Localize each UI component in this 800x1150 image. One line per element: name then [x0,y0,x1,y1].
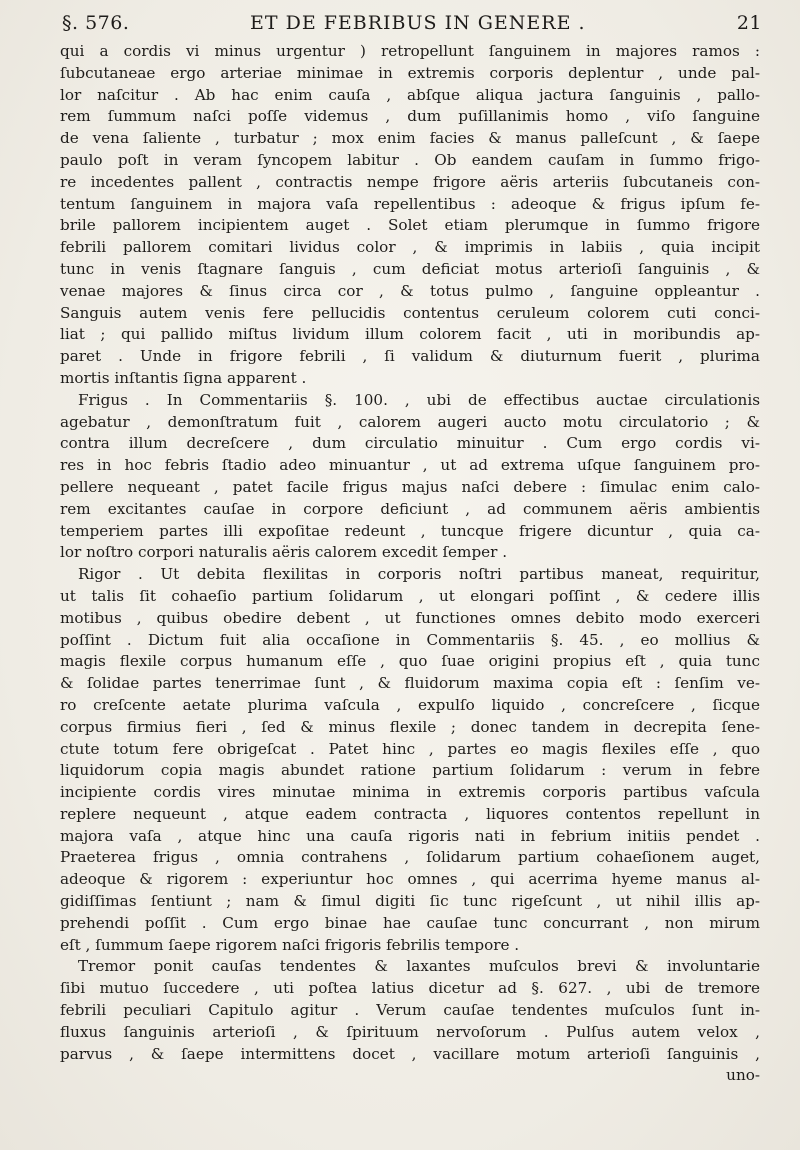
text-line: febrili pallorem comitari lividus color , & imprimis in labiis , quia incipit [60,238,760,257]
text-line-paragraph-start: Rigor . Ut debita flexilitas in corporis noſtri partibus maneat, requiritur, [78,565,760,584]
text-line: majora vaſa , atque hinc una cauſa rigoris nati in febrium initiis pendet . [60,826,760,845]
catchword: uno- [726,1066,760,1085]
text-line: fluxus ſanguinis arterioſi , & ſpirituum nervoſorum . Pulſus autem velox , [60,1022,760,1041]
text-line: replere nequeunt , atque eadem contracta , liquores contentos repellunt in [60,804,760,823]
text-line: Sanguis autem venis fere pellucidis contentus ceruleum colorem cuti conci- [60,303,760,322]
text-line: ſubcutaneae ergo arteriae minimae in extremis corporis deplentur , unde pal- [60,63,760,82]
text-line: venae majores & ſinus circa cor , & totus pulmo , ſanguine oppleantur . [60,281,760,300]
text-line: & ſolidae partes tenerrimae ſunt , & fluidorum maxima copia eſt : ſenſim ve- [60,674,760,693]
text-line: de vena ſaliente , turbatur ; mox enim facies & manus palleſcunt , & ſaepe [60,129,760,148]
text-line: liquidorum copia magis abundet ratione partium ſolidarum : verum in febre [60,761,760,780]
text-line: adeoque & rigorem : experiuntur hoc omnes , qui acerrima hyeme manus al- [60,870,760,889]
text-line: liat ; qui pallido miſtus lividum illum colorem facit , uti in moribundis ap- [60,325,760,344]
text-line: qui a cordis vi minus urgentur ) retropellunt ſanguinem in majores ramos : [60,42,760,60]
text-line: res in hoc febris ſtadio adeo minuantur , ut ad extrema uſque ſanguinem pro- [60,456,760,475]
text-line: gidiſſimas ſentiunt ; nam & ſimul digiti ſic tunc rigeſcunt , ut nihil illis ap- [60,892,760,911]
text-line: contra illum decreſcere , dum circulatio minuitur . Cum ergo cordis vi- [60,434,760,453]
text-line: parvus , & ſaepe intermittens docet , vacillare motum arterioſi ſanguinis , [60,1044,760,1063]
section-number: §. 576. [62,12,130,34]
text-line: paret . Unde in frigore febrili , ſi validum & diuturnum fuerit , plurima [60,347,760,366]
text-line: tentum ſanguinem in majora vaſa repellentibus : adeoque & frigus ipſum fe- [60,194,760,213]
text-line: paulo poſt in veram ſyncopem labitur . Ob eandem cauſam in ſummo frigo- [60,150,760,169]
running-header [62,12,762,38]
page-number: 21 [736,12,762,34]
text-line: magis flexile corpus humanum eſſe , quo ſuae origini propius eſt , quia tunc [60,652,760,671]
text-line: ro creſcente aetate plurima vaſcula , expulſo liquido , concreſcere , ſicque [60,695,760,714]
text-line: re incedentes pallent , contractis nempe frigore aëris arteriis ſubcutaneis con- [60,172,760,191]
text-line: temperiem partes illi expoſitae redeunt , tuncque frigere dicuntur , quia ca- [60,521,760,540]
text-line: corpus firmius fieri , ſed & minus flexile ; donec tandem in decrepita ſene- [60,717,760,736]
text-line: motibus , quibus obedire debent , ut functiones omnes debito modo exerceri [60,608,760,627]
text-line: lor naſcitur . Ab hac enim cauſa , abſque aliqua jactura ſanguinis , pallo- [60,85,760,104]
text-line: ut talis ſit cohaeſio partium ſolidarum , ut elongari poſſint , & cedere illis [60,586,760,605]
text-line: agebatur , demonſtratum fuit , calorem augeri aucto motu circulatorio ; & [60,412,760,431]
body-text [60,41,760,1087]
text-line: brile pallorem incipientem auget . Solet etiam plerumque in ſummo frigore [60,216,760,235]
text-line: febrili peculiari Capitulo agitur . Verum cauſae tendentes muſculos ſunt in- [60,1001,760,1020]
text-line-paragraph-end: lor noſtro corpori naturalis aëris calorem excedit ſemper . [60,543,508,562]
running-title: ET DE FEBRIBUS IN GENERE . [250,12,586,34]
text-line: prehendi poſſit . Cum ergo binae hae cauſae tunc concurrant , non mirum [60,913,760,932]
text-line-paragraph-end: mortis inſtantis ſigna apparent . [60,368,307,387]
text-line: pellere nequeant , patet facile frigus majus naſci debere : ſimulac enim calo- [60,477,760,496]
text-line: rem ſummum naſci poſſe videmus , dum puſillanimis homo , viſo ſanguine [60,107,760,126]
text-line: ctute totum fere obrigeſcat . Patet hinc , partes eo magis flexiles eſſe , quo [60,739,760,758]
text-line: ſibi mutuo ſuccedere , uti poſtea latius dicetur ad §. 627. , ubi de tremore [60,979,760,998]
text-line: incipiente cordis vires minutae minima in extremis corporis partibus vaſcula [60,783,760,802]
text-line: rem excitantes cauſae in corpore deficiunt , ad communem aëris ambientis [60,499,760,518]
text-line: tunc in venis ſtagnare ſanguis , cum deficiat motus arterioſi ſanguinis , & [60,259,760,278]
text-line-paragraph-start: Frigus . In Commentariis §. 100. , ubi de effectibus auctae circulationis [78,390,760,409]
text-line: poſſint . Dictum fuit alia occaſione in Commentariis §. 45. , eo mollius & [60,630,760,649]
text-line-paragraph-start: Tremor ponit cauſas tendentes & laxantes muſculos brevi & involuntarie [78,957,760,976]
text-line: Praeterea frigus , omnia contrahens , ſolidarum partium cohaeſionem auget, [60,848,760,867]
text-line-paragraph-end: eſt , ſummum ſaepe rigorem naſci frigoris febrilis tempore . [60,935,520,954]
